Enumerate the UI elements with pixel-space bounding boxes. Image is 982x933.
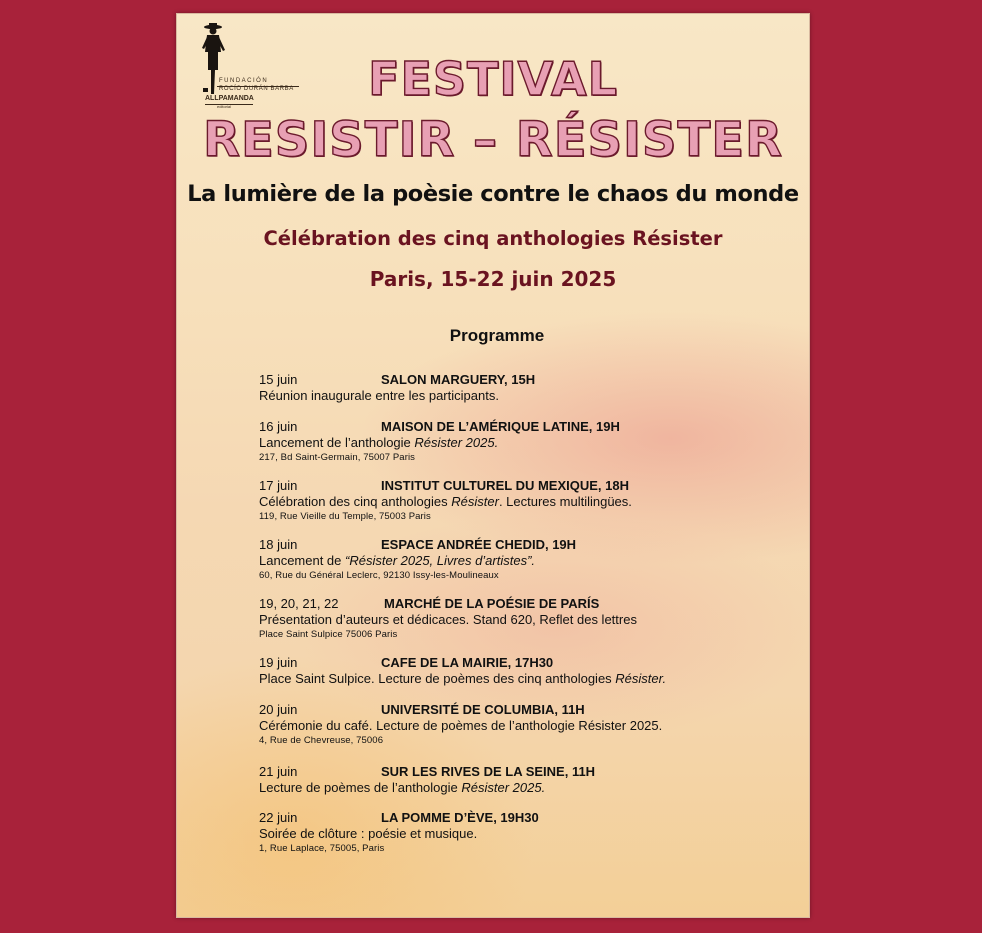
programme-event (259, 419, 779, 463)
logo-line-1: FUNDACIÓN (219, 78, 269, 84)
event-date: 21 juin (259, 764, 298, 779)
programme-heading: Programme (449, 326, 545, 345)
event-address: 60, Rue du Général Leclerc, 92130 Issy-les-Moulineaux (259, 570, 499, 581)
event-venue: LA POMME D’ÈVE, 19H30 (381, 810, 539, 825)
event-venue: MARCHÉ DE LA POÉSIE DE PARÍS (384, 596, 600, 611)
event-venue: INSTITUT CULTUREL DU MEXIQUE, 18H (381, 478, 629, 493)
event-address: 1, Rue Laplace, 75005, Paris (259, 843, 385, 854)
event-description: Place Saint Sulpice. Lecture de poèmes des cinq anthologies Résister. (259, 671, 667, 686)
event-date: 19 juin (259, 655, 298, 670)
event-address: Place Saint Sulpice 75006 Paris (259, 629, 398, 640)
event-venue: ESPACE ANDRÉE CHEDID, 19H (381, 537, 577, 552)
event-address: 217, Bd Saint-Germain, 75007 Paris (259, 452, 416, 463)
programme-event (259, 655, 779, 687)
event-venue: SUR LES RIVES DE LA SEINE, 11H (381, 764, 596, 779)
festival-name: RESISTIR – RÉSISTER (203, 112, 783, 168)
event-date: 15 juin (259, 372, 298, 387)
festival-subtitle: La lumière de la poèsie contre le chaos du monde (187, 181, 799, 207)
event-description: Cérémonie du café. Lecture de poèmes de l’anthologie Résister 2025. (259, 718, 663, 733)
event-venue: CAFE DE LA MAIRIE, 17H30 (381, 655, 554, 670)
event-date: 16 juin (259, 419, 298, 434)
festival-poster (176, 13, 810, 918)
festival-title: FESTIVAL (368, 52, 618, 106)
event-description: Célébration des cinq anthologies Résister. Lectures multilingües. (259, 494, 632, 509)
programme-event (259, 478, 779, 522)
event-date: 17 juin (259, 478, 298, 493)
event-description: Lecture de poèmes de l’anthologie Résister 2025. (259, 780, 546, 795)
event-venue: UNIVERSITÉ DE COLUMBIA, 11H (381, 702, 585, 717)
logo-line-3: ALLPAMANDA (205, 95, 254, 102)
event-address: 119, Rue Vieille du Temple, 75003 Paris (259, 511, 431, 522)
programme-event (259, 702, 779, 746)
event-description: Présentation d’auteurs et dédicaces. Stand 620, Reflet des lettres (259, 612, 637, 627)
programme-event (259, 537, 779, 581)
event-address: 4, Rue de Chevreuse, 75006 (259, 735, 384, 746)
programme-event (259, 596, 779, 640)
event-description: Soirée de clôture : poésie et musique. (259, 826, 478, 841)
event-date: 22 juin (259, 810, 298, 825)
programme-event (259, 372, 779, 404)
event-venue: MAISON DE L’AMÉRIQUE LATINE, 19H (381, 419, 620, 434)
programme-event (259, 764, 779, 796)
logo-line-2: ROCÍO DURÁN BARBA (219, 86, 294, 92)
festival-dates: Paris, 15-22 juin 2025 (369, 267, 617, 291)
event-description: Lancement de l’anthologie Résister 2025. (259, 435, 499, 450)
event-venue: SALON MARGUERY, 15H (381, 372, 536, 387)
event-date: 18 juin (259, 537, 298, 552)
event-description: Lancement de “Résister 2025, Livres d’artistes”. (259, 553, 536, 568)
event-description: Réunion inaugurale entre les participants. (259, 388, 499, 403)
event-date: 19, 20, 21, 22 (259, 596, 339, 611)
logo-line-4: editorial (217, 104, 232, 109)
celebration-line: Célébration des cinq anthologies Résister (263, 227, 723, 250)
programme-event (259, 810, 779, 854)
event-date: 20 juin (259, 702, 298, 717)
